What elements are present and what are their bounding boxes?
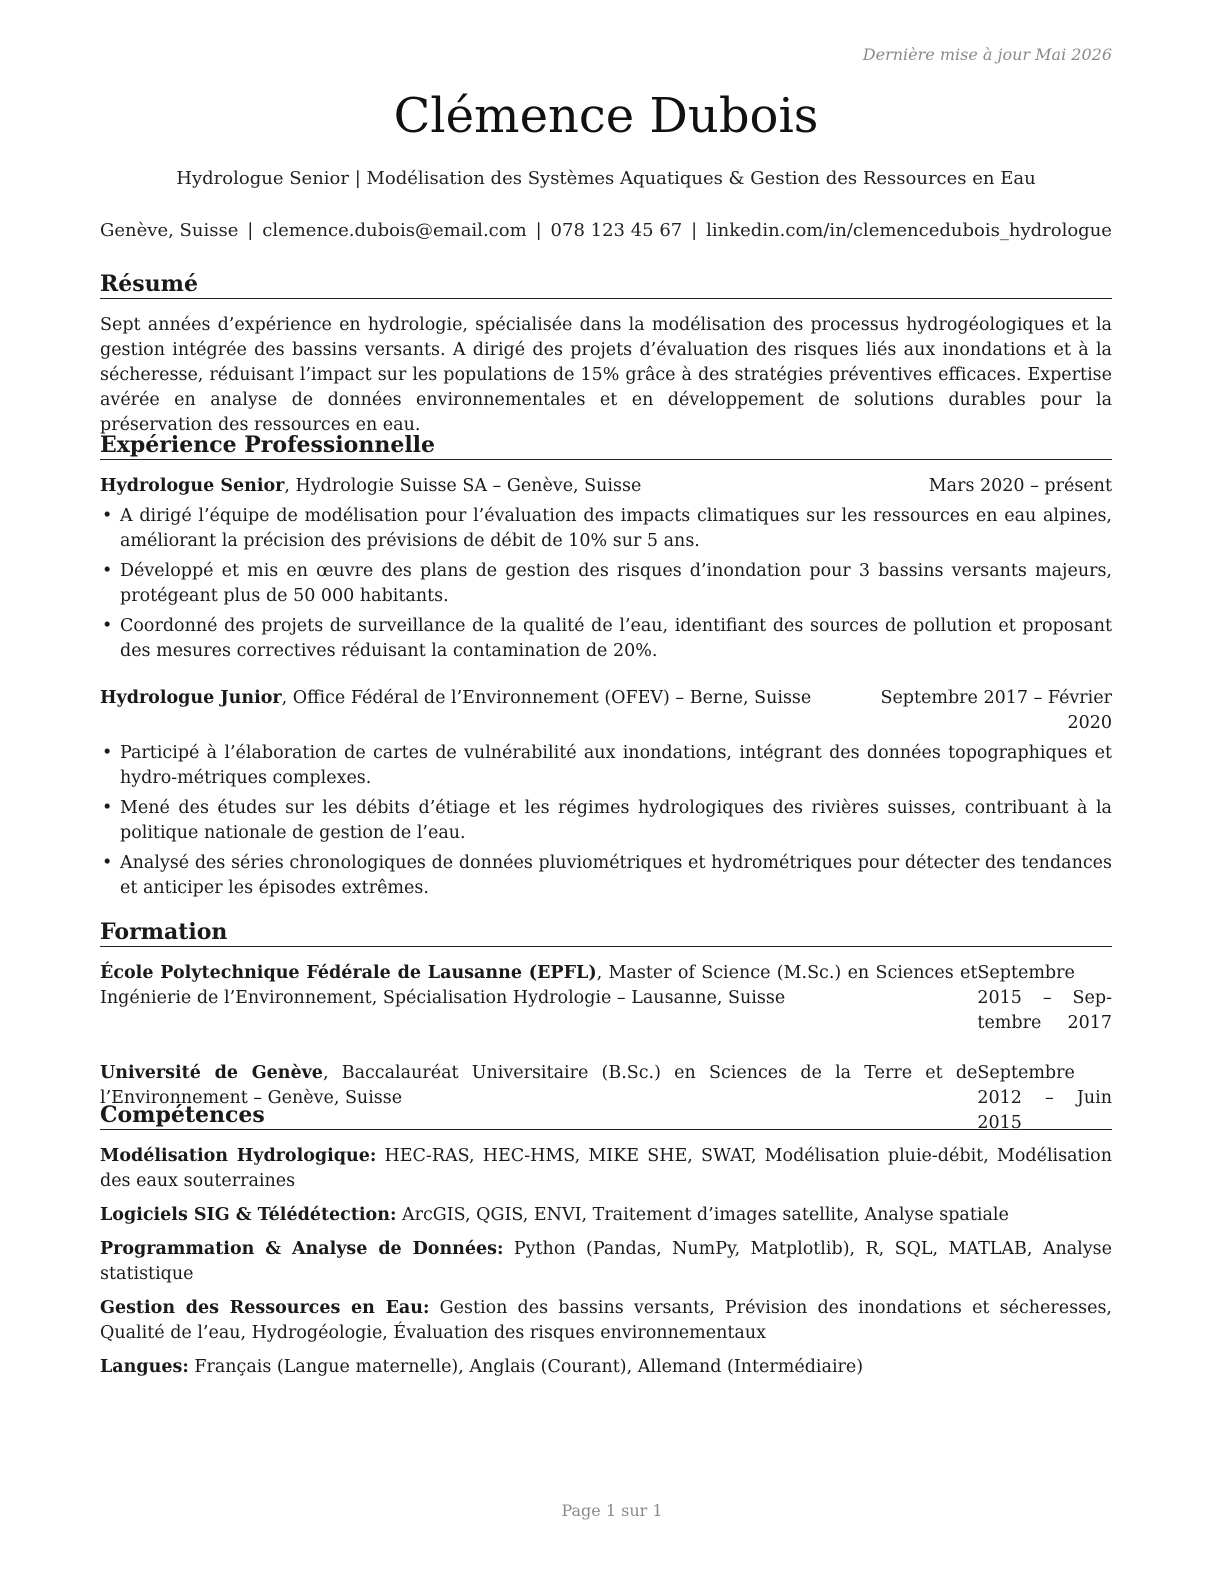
- school-name: Université de Genève: [100, 1063, 323, 1083]
- job-dates-line: Septembre 2017 – Février: [880, 688, 1112, 708]
- degree-detail: , Master of Science (M.Sc.) en Sciences et Ingénierie de l’Environnement, Spécialisation Hydrologie – Lausanne, Suisse: [100, 963, 978, 1008]
- contact-phone[interactable]: 078 123 45 67: [550, 220, 683, 241]
- skill-value: Français (Langue maternelle), Anglais (Courant), Allemand (Intermédiaire): [188, 1357, 864, 1377]
- skill-row: [100, 1144, 1112, 1194]
- skill-value: HEC-RAS, HEC-HMS, MIKE SHE, SWAT, Modélisation pluie-débit, Modélisation des eaux souterraines: [100, 1146, 1112, 1191]
- section-title: Expérience Professionnelle: [100, 431, 1112, 460]
- job-org: , Office Fédéral de l’Environnement (OFEV) – Berne, Suisse: [281, 688, 812, 708]
- job-entry: [100, 686, 1112, 901]
- job-header: [100, 686, 1112, 736]
- bullet-item: • Mené des études sur les débits d’étiage et les régimes hydrologiques des rivières suisses, contribuant à la politique nationale de gestion de l’eau.: [100, 796, 1112, 846]
- education-dates: Septembre 2015 – Sep-tembre 2017: [977, 963, 1112, 1033]
- section-title: Compétences: [100, 1101, 1112, 1130]
- section-title: Formation: [100, 918, 1112, 947]
- skill-row: [100, 1237, 1112, 1287]
- education-dates: Septembre 2012 – Juin 2015: [977, 1063, 1112, 1133]
- job-org: , Hydrologie Suisse SA – Genève, Suisse: [284, 476, 642, 496]
- headline: Hydrologue Senior | Modélisation des Systèmes Aquatiques & Gestion des Ressources en Eau: [176, 168, 1036, 189]
- contact-location: Genève, Suisse: [100, 220, 239, 241]
- contact-line: [100, 218, 1112, 244]
- skills-section: [100, 1101, 1112, 1389]
- skill-label: Programmation & Analyse de Données:: [100, 1239, 504, 1259]
- contact-separator: |: [247, 220, 254, 241]
- job-entry: [100, 474, 1112, 664]
- job-dates: Mars 2020 – présent: [928, 476, 1112, 496]
- section-title: Résumé: [100, 270, 1112, 299]
- job-header: [100, 474, 1112, 499]
- experience-section: [100, 431, 1112, 906]
- candidate-name: Clémence Dubois: [393, 88, 819, 144]
- skill-value: Python (Pandas, NumPy, Matplotlib), R, SQL, MATLAB, Analyse statistique: [100, 1239, 1112, 1284]
- contact-email[interactable]: clemence.dubois@email.com: [262, 220, 527, 241]
- job-role: Hydrologue Junior: [100, 688, 282, 708]
- education-entry: [100, 961, 1112, 1036]
- contact-separator: |: [535, 220, 542, 241]
- last-updated: Dernière mise à jour Mai 2026: [862, 45, 1112, 64]
- skill-value: ArcGIS, QGIS, ENVI, Traitement d’images satellite, Analyse spatiale: [396, 1205, 1009, 1225]
- skill-row: [100, 1355, 1112, 1380]
- job-bullets: [100, 504, 1112, 664]
- summary-text: Sept années d’expérience en hydrologie, spécialisée dans la modélisation des processus hydrogéologiques et la gestion intégrée des bassins versants. A dirigé des projets d’évaluation des risques liés aux inondations et à la sécheresse, réduisant l’impact sur les populations de 15% grâce à des stratégies préventives efficaces. Expertise avérée en analyse de données environnementales et en développement de solutions durables pour la préservation des ressources en eau.: [100, 315, 1112, 435]
- skill-label: Modélisation Hydrologique:: [100, 1146, 377, 1166]
- bullet-item: • Développé et mis en œuvre des plans de gestion des risques d’inondation pour 3 bassins versants majeurs, protégeant plus de 50 000 habitants.: [100, 559, 1112, 609]
- skill-row: [100, 1203, 1112, 1228]
- skill-row: [100, 1296, 1112, 1346]
- skill-value: Gestion des bassins versants, Prévision des inondations et sécheresses, Qualité de l’eau, Hydrogéologie, Évaluation des risques environnementaux: [100, 1298, 1112, 1343]
- contact-linkedin[interactable]: linkedin.com/in/clemencedubois_hydrologue: [706, 220, 1112, 241]
- skill-label: Langues:: [100, 1357, 189, 1377]
- job-role: Hydrologue Senior: [100, 476, 285, 496]
- skills-list: [100, 1144, 1112, 1380]
- skill-label: Logiciels SIG & Télédétection:: [100, 1205, 397, 1225]
- contact-separator: |: [691, 220, 698, 241]
- job-dates-line: 2020: [1067, 713, 1112, 733]
- school-name: École Polytechnique Fédérale de Lausanne (EPFL): [100, 963, 597, 983]
- skill-label: Gestion des Ressources en Eau:: [100, 1298, 430, 1318]
- job-bullets: [100, 741, 1112, 901]
- bullet-item: • Coordonné des projets de surveillance de la qualité de l’eau, identifiant des sources de pollution et proposant des mesures correctives réduisant la contamination de 20%.: [100, 614, 1112, 664]
- bullet-item: • A dirigé l’équipe de modélisation pour l’évaluation des impacts climatiques sur les ressources en eau alpines, améliorant la précision des prévisions de débit de 10% sur 5 ans.: [100, 504, 1112, 554]
- page-number: Page 1 sur 1: [561, 1501, 663, 1520]
- job-dates: [880, 686, 1112, 736]
- bullet-item: • Analysé des séries chronologiques de données pluviométriques et hydrométriques pour détecter des tendances et anticiper les épisodes extrêmes.: [100, 851, 1112, 901]
- degree-detail: , Baccalauréat Universitaire (B.Sc.) en Sciences de la Terre et de l’Environnement – Genève, Suisse: [100, 1063, 978, 1108]
- summary-section: [100, 270, 1112, 438]
- bullet-item: • Participé à l’élaboration de cartes de vulnérabilité aux inondations, intégrant des données topographiques et hydro-métriques complexes.: [100, 741, 1112, 791]
